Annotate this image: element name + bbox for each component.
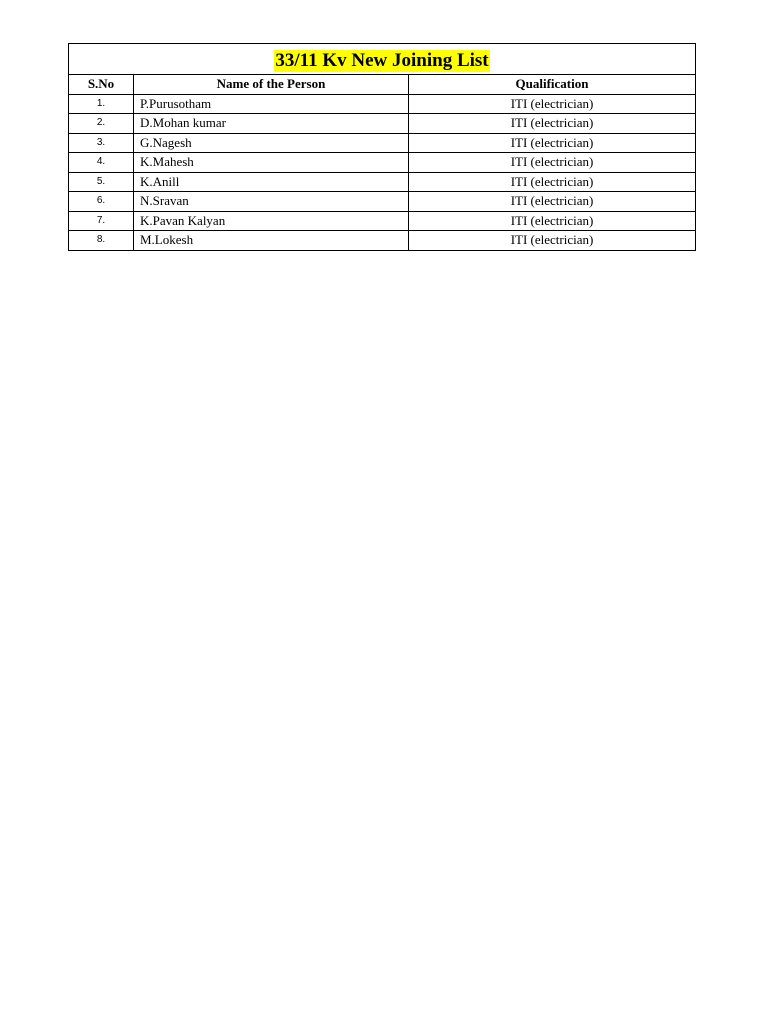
- cell-qualification: ITI (electrician): [409, 192, 696, 212]
- page-title: 33/11 Kv New Joining List: [275, 49, 489, 71]
- cell-sno: 8.: [69, 231, 134, 251]
- cell-name: D.Mohan kumar: [134, 114, 409, 134]
- cell-name: P.Purusotham: [134, 94, 409, 114]
- table-row: [69, 211, 696, 231]
- table-row: [69, 133, 696, 153]
- cell-qualification: ITI (electrician): [409, 231, 696, 251]
- cell-name: M.Lokesh: [134, 231, 409, 251]
- header-row: [69, 75, 696, 95]
- header-sno: S.No: [69, 75, 134, 95]
- table-row: [69, 94, 696, 114]
- table-row: [69, 172, 696, 192]
- table-row: [69, 114, 696, 134]
- joining-list-table: [68, 43, 696, 251]
- table-row: [69, 153, 696, 173]
- cell-name: N.Sravan: [134, 192, 409, 212]
- cell-qualification: ITI (electrician): [409, 133, 696, 153]
- title-row: [69, 44, 696, 75]
- cell-name: K.Anill: [134, 172, 409, 192]
- cell-qualification: ITI (electrician): [409, 211, 696, 231]
- cell-name: K.Pavan Kalyan: [134, 211, 409, 231]
- header-name: Name of the Person: [134, 75, 409, 95]
- table-row: [69, 192, 696, 212]
- table-row: [69, 231, 696, 251]
- cell-name: K.Mahesh: [134, 153, 409, 173]
- cell-name: G.Nagesh: [134, 133, 409, 153]
- cell-qualification: ITI (electrician): [409, 94, 696, 114]
- cell-sno: 2.: [69, 114, 134, 134]
- joining-list-sheet: [68, 43, 695, 251]
- cell-sno: 7.: [69, 211, 134, 231]
- header-qualification: Qualification: [409, 75, 696, 95]
- cell-sno: 3.: [69, 133, 134, 153]
- cell-qualification: ITI (electrician): [409, 153, 696, 173]
- title-cell: [69, 44, 696, 75]
- cell-sno: 5.: [69, 172, 134, 192]
- cell-sno: 1.: [69, 94, 134, 114]
- cell-sno: 4.: [69, 153, 134, 173]
- cell-qualification: ITI (electrician): [409, 114, 696, 134]
- cell-qualification: ITI (electrician): [409, 172, 696, 192]
- cell-sno: 6.: [69, 192, 134, 212]
